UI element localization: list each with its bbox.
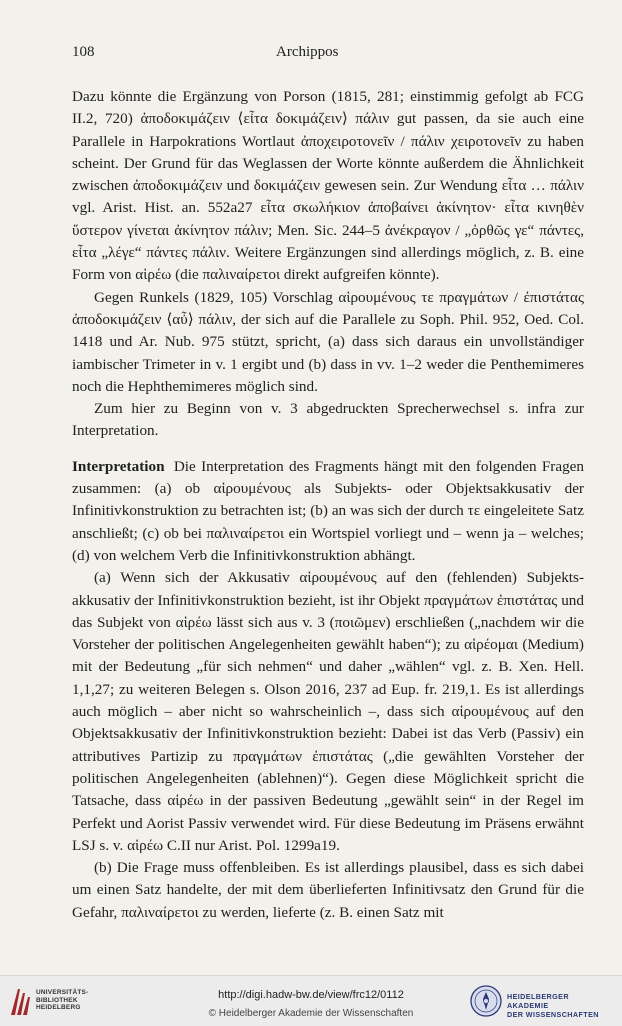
section-heading-interpretation: Interpretation (72, 457, 165, 475)
ub-logo-label: UNIVERSITÄTS- BIBLIOTHEK HEIDELBERG (36, 989, 89, 1012)
paragraph-point-a: (a) Wenn sich der Akkusativ αἱρουμένους auf den (fehlenden) Subjektsakkusativ der Infinitivkonstruktion bezieht, ist ihr Objekt πραγμάτων ἐπιστάτας und das Subjekt von αἱρέω lässt sich aus v. 3 (ποιῶμεν) erschließen („nachdem wir die Vorsteher der politischen Angelegenheiten gewählt haben“); zu αἱρέομαι (Medium) mit der Bedeutung „für sich nehmen“ und daher „wählen“ vgl. z. B. Xen. Hell. 1,1,27; zu weiteren Belegen s. Olson 2016, 237 ad Eup. fr. 219,1. Es ist allerdings auch möglich – aber nicht so wahrscheinlich –, dass sich αἱρουμένους auf den Objektsakkusativ der Infinitivkonstruktion bezieht: Dabei ist das Verb (Passiv) ein attributives Partizip zu πραγμάτων ἐπιστάτας („die gewählten Vorsteher der politischen Angelegenheiten (ablehnen)“). Gegen diese Möglichkeit spricht die Tatsache, dass αἱρέω in der passiven Bedeutung „gewählt sein“ in der Regel im Perfekt und Aorist Passiv verwendet wird. Für diese Bedeutung im Präsens erwähnt LSJ s. v. αἱρέω C.II nur Arist. Pol. 1299a19. (72, 569, 584, 854)
viewer-footer (0, 975, 622, 1026)
commentary-text (72, 86, 584, 924)
paragraph-porson: Dazu könnte die Ergänzung von Porson (1815, 281; einstimmig gefolgt ab FCG II.2, 720) ἀποδοκιμάζειν ⟨εἶτα δοκιμάζειν⟩ πάλιν gut passen, da sie auch eine Parallele in Harpokrations Wortlaut ἀποχειροτονεῖν / πάλιν χειροτονεῖν zu haben scheint. Der Grund für das Weglassen der Worte könnte außerdem die Ähnlichkeit zwischen ἀποδοκιμάζειν und δοκιμάζειν gewesen sein. Zur Wendung εἶτα … πάλιν vgl. Arist. Hist. an. 552a27 εἶτα σκωλήκιον ἀποβαίνει ἀκίνητον· εἶτα κινηθὲν ὕστερον γίνεται ἀκίνητον πάλιν; Men. Sic. 244–5 ἀνέκραγον / „ὀρθῶς γε“ πάντες, εἶτα „λέγε“ πάντες πάλιν. Weitere Ergänzungen sind allerdings möglich, z. B. eine Form von αἱρέω (die παλιναίρετοι direkt aufgreifen könnte). (72, 88, 584, 284)
source-url-link[interactable]: http://digi.hadw-bw.de/view/frc12/0112 (218, 989, 404, 1001)
page-number: 108 (72, 44, 95, 60)
hadw-seal-icon (470, 985, 502, 1017)
paragraph-runkel: Gegen Runkels (1829, 105) Vorschlag αἱρουμένους τε πραγμάτων / ἐπιστάτας ἀποδοκιμάζειν ⟨αὖ⟩ πάλιν, der sich auf die Parallele zu Soph. Phil. 952, Oed. Col. 1418 und Ar. Nub. 975 stützt, spricht, (a) dass sich daraus ein unvollständiger iambischer Trimeter in v. 1 ergibt und (b) dass in vv. 1–2 weder die Penthemimeres noch die Hephthemimeres möglich sind. (72, 288, 584, 395)
paragraph-point-b: (b) Die Frage muss offenbleiben. Es ist allerdings plausibel, dass es sich dabei um einen Satz handelte, der mit dem überlieferten Infinitivsatz den Grund für die Gefahr, παλιναίρετοι zu werden, lieferte (z. B. einen Satz mit (72, 859, 584, 921)
hadw-logo[interactable] (470, 985, 612, 1019)
copyright-notice: © Heidelberger Akademie der Wissenschaften (208, 1008, 414, 1019)
paragraph-interpretation (72, 456, 584, 567)
running-title: Archippos (276, 44, 339, 60)
paragraph-speaker-change: Zum hier zu Beginn von v. 3 abgedruckten Sprecherwechsel s. infra zur Interpretation. (72, 400, 584, 440)
interpretation-intro: Die Interpretation des Fragments hängt mit den folgenden Fragen zusammen: (a) ob αἱρουμένους als Subjekts- oder Objektsakkusativ der Infinitivkonstruktion zu betrachten ist; (b) an was sich der durch τε eingeleitete Satz anschließt; (c) ob bei παλιναίρετοι ein Wortspiel vorliegt und – wenn ja – welches; (d) von welchem Verb die Infinitivkonstruktion abhängt. (72, 457, 585, 564)
hadw-logo-label: HEIDELBERGER AKADEMIE DER WISSENSCHAFTEN (507, 992, 599, 1019)
